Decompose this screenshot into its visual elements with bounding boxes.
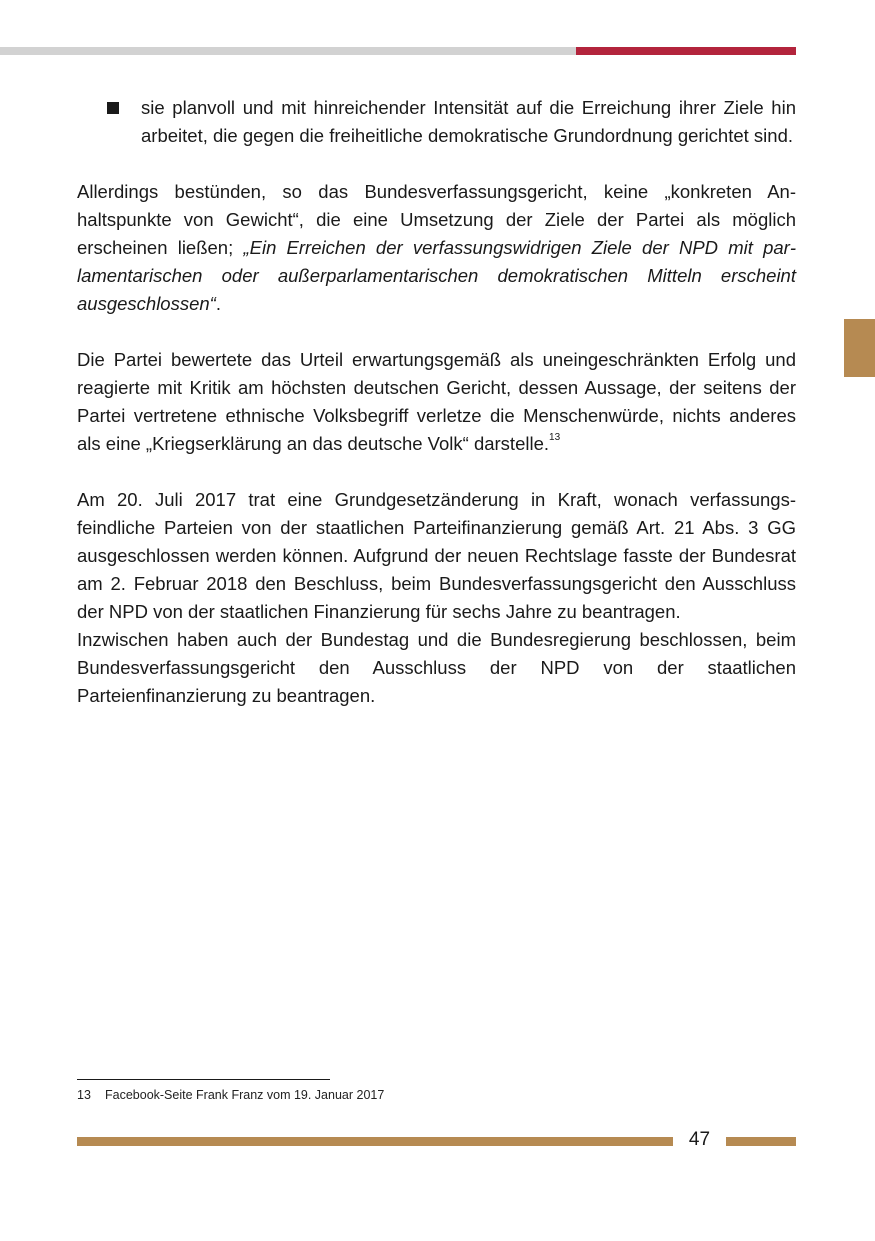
bullet-text: sie planvoll und mit hinreichender Intensität auf die Erreichung ihrer Ziele hin arbeitet, die gegen die freiheitliche demokratische Grundordnung gerichtet sind. [141, 97, 796, 146]
header-rule-grey [0, 47, 576, 55]
court-quote: „Ein Erreichen der verfassungswidrigen Ziele der NPD mit parlamentarischen oder außerparlamentarischen demokratischen Mitteln erscheint ausgeschlossen“ [77, 237, 797, 314]
paragraph-2-text: Die Partei bewertete das Urteil erwartungsgemäß als uneingeschränkten Erfolg und reagierte mit Kritik am höchsten deutschen Gericht, dessen Aussage, der seitens der Partei vertretene ethnische Volksbegriff verletze die Menschenwürde, nichts anderes als eine „Kriegserklärung an das deutsche Volk“ darstelle. [77, 349, 796, 454]
chapter-tab-marker [844, 319, 875, 377]
footnote-divider [77, 1079, 330, 1080]
page-number: 47 [688, 1129, 711, 1150]
footnote-text: Facebook-Seite Frank Franz vom 19. Januar 2017 [105, 1088, 385, 1102]
header-rule-red [576, 47, 796, 55]
footer-rule-left [77, 1137, 673, 1146]
paragraph-4: Inzwischen haben auch der Bundestag und die Bundesregierung beschlossen, beim Bundesverfassungsgericht den Ausschluss der NPD von der staatlichen Parteienfinanzierung zu beantragen. [77, 629, 796, 706]
footnote-reference[interactable]: 13 [549, 431, 561, 443]
footnote [77, 1087, 384, 1103]
footnote-number: 13 [77, 1088, 91, 1102]
square-bullet-icon [107, 102, 119, 114]
body-text [77, 94, 796, 710]
paragraph-1-end: . [215, 293, 221, 314]
paragraph-3: Am 20. Juli 2017 trat eine Grundgesetzänderung in Kraft, wonach verfassungsfeindliche Parteien von der staatlichen Parteifinanzierung gemäß Art. 21 Abs. 3 GG ausgeschlossen werden können. Aufgrund der neuen Rechtslage fasste der Bundesrat am 2. Februar 2018 den Beschluss, beim Bundesverfassungsgericht den Ausschluss der NPD von der staatlichen Finanzierung für sechs Jahre zu beantragen. [77, 489, 796, 622]
footer-rule-right [726, 1137, 796, 1146]
bullet-item [77, 94, 796, 150]
paragraph-1-text: Allerdings bestünden, so das Bundesverfassungsgericht, keine „konkreten Anhaltspunkte von Gewicht“, die eine Umsetzung der Ziele der Partei als möglich erscheinen ließen; [77, 181, 796, 258]
paragraph-1 [77, 178, 796, 318]
paragraph-2 [77, 346, 796, 458]
